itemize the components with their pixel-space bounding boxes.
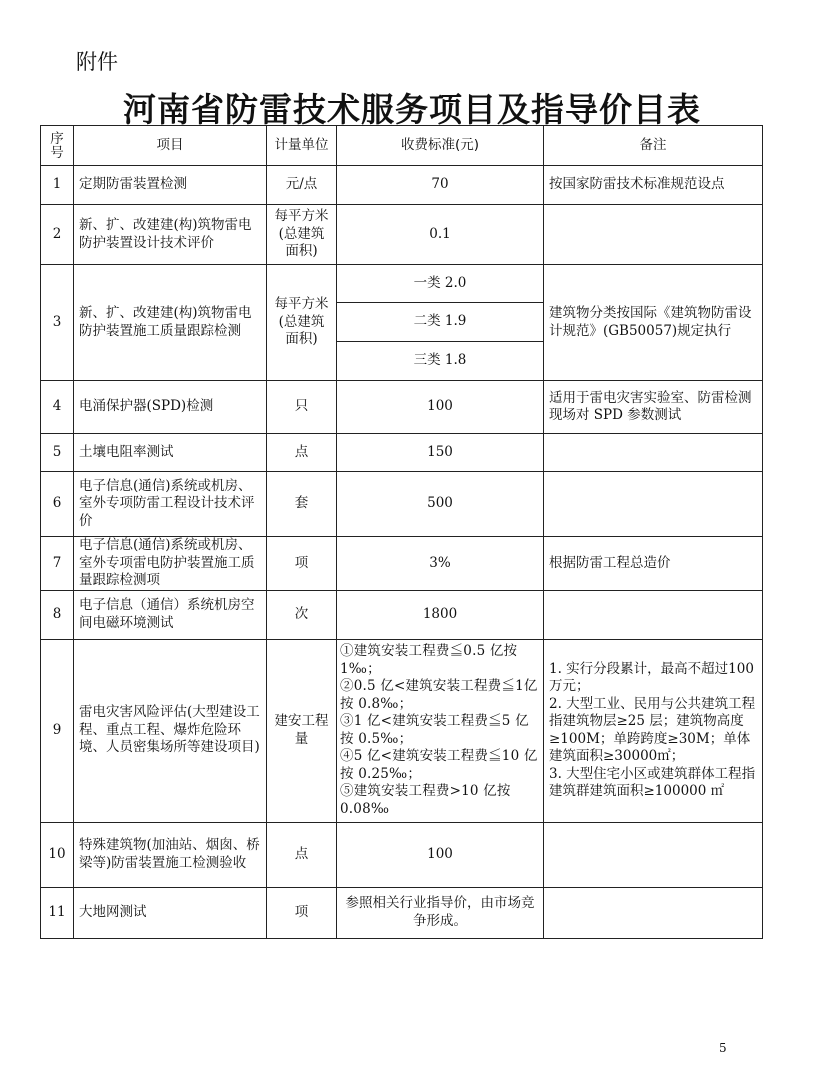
row-fee: 100 xyxy=(337,381,544,434)
table-row xyxy=(41,265,763,303)
header-note: 备注 xyxy=(544,126,763,166)
table-row xyxy=(41,590,763,639)
row-seq: 11 xyxy=(41,887,74,938)
row-fee: 3% xyxy=(337,537,544,591)
attachment-label: 附件 xyxy=(76,50,118,74)
fee-bracket-4: ④5 亿<建筑安装工程费≦10 亿按 0.25‰； xyxy=(340,748,538,782)
row-fee: 70 xyxy=(337,166,544,205)
row-item: 定期防雷装置检测 xyxy=(74,166,267,205)
row-note xyxy=(544,590,763,639)
row-seq: 6 xyxy=(41,472,74,537)
row-item: 电子信息(通信)系统或机房、室外专项雷电防护装置施工质量跟踪检测项 xyxy=(74,537,267,591)
row-seq: 1 xyxy=(41,166,74,205)
fee-bracket-3: ③1 亿<建筑安装工程费≦5 亿按 0.5‰； xyxy=(340,713,529,747)
note-line-3: 3. 大型住宅小区或建筑群体工程指建筑群建筑面积≥100000 ㎡ xyxy=(549,765,756,799)
row-item: 土壤电阻率测试 xyxy=(74,434,267,472)
row-item: 新、扩、改建建(构)筑物雷电防护装置设计技术评价 xyxy=(74,205,267,265)
table-row xyxy=(41,822,763,887)
note-line-2: 2. 大型工业、民用与公共建筑工程指建筑物层≥25 层；建筑物高度≥100M；单跨跨度≥30M；单体建筑面积≥30000㎡； xyxy=(549,695,756,764)
price-table xyxy=(40,125,763,939)
row-item: 电涌保护器(SPD)检测 xyxy=(74,381,267,434)
row-fee: 100 xyxy=(337,822,544,887)
row-unit: 元/点 xyxy=(267,166,337,205)
row-fee: 0.1 xyxy=(337,205,544,265)
row-unit: 点 xyxy=(267,822,337,887)
row-unit: 项 xyxy=(267,887,337,938)
row-fee: 500 xyxy=(337,472,544,537)
table-row xyxy=(41,887,763,938)
table-header-row xyxy=(41,126,763,166)
row-note xyxy=(544,434,763,472)
row-unit: 点 xyxy=(267,434,337,472)
row-item: 电子信息(通信)系统或机房、室外专项防雷工程设计技术评价 xyxy=(74,472,267,537)
table-row xyxy=(41,381,763,434)
fee-tier-1: 一类 2.0 xyxy=(337,265,544,303)
row-item: 大地网测试 xyxy=(74,887,267,938)
table-row xyxy=(41,639,763,822)
table-row xyxy=(41,434,763,472)
header-unit: 计量单位 xyxy=(267,126,337,166)
row-seq: 10 xyxy=(41,822,74,887)
row-fee: 参照相关行业指导价，由市场竞争形成。 xyxy=(337,887,544,938)
fee-bracket-1: ①建筑安装工程费≦0.5 亿按1‰； xyxy=(340,643,518,677)
row-note xyxy=(544,887,763,938)
row-seq: 9 xyxy=(41,639,74,822)
row-note: 根据防雷工程总造价 xyxy=(544,537,763,591)
note-line-1: 1. 实行分段累计，最高不超过100 万元； xyxy=(549,660,754,694)
page-number: 5 xyxy=(719,1041,727,1055)
row-note: 按国家防雷技术标准规范设点 xyxy=(544,166,763,205)
header-fee: 收费标准(元) xyxy=(337,126,544,166)
row-fee-tiered xyxy=(337,639,544,822)
header-item: 项目 xyxy=(74,126,267,166)
row-unit: 每平方米(总建筑面积) xyxy=(267,205,337,265)
row-note: 适用于雷电灾害实验室、防雷检测现场对 SPD 参数测试 xyxy=(544,381,763,434)
row-item: 电子信息（通信）系统机房空间电磁环境测试 xyxy=(74,590,267,639)
row-fee: 1800 xyxy=(337,590,544,639)
row-unit: 每平方米(总建筑面积) xyxy=(267,265,337,381)
table-row xyxy=(41,537,763,591)
row-fee: 150 xyxy=(337,434,544,472)
row-unit: 套 xyxy=(267,472,337,537)
row-seq: 5 xyxy=(41,434,74,472)
row-seq: 2 xyxy=(41,205,74,265)
row-seq: 7 xyxy=(41,537,74,591)
table-row xyxy=(41,472,763,537)
row-seq: 8 xyxy=(41,590,74,639)
row-unit: 次 xyxy=(267,590,337,639)
row-note xyxy=(544,639,763,822)
header-seq: 序号 xyxy=(41,126,74,166)
table-row xyxy=(41,205,763,265)
row-note: 建筑物分类按国际《建筑物防雷设计规范》(GB50057)规定执行 xyxy=(544,265,763,381)
row-seq: 4 xyxy=(41,381,74,434)
row-unit: 建安工程量 xyxy=(267,639,337,822)
fee-tier-2: 二类 1.9 xyxy=(337,303,544,342)
fee-bracket-5: ⑤建筑安装工程费>10 亿按0.08‰ xyxy=(340,783,511,817)
table-row xyxy=(41,166,763,205)
row-item: 特殊建筑物(加油站、烟囱、桥梁等)防雷装置施工检测验收 xyxy=(74,822,267,887)
document-title: 河南省防雷技术服务项目及指导价目表 xyxy=(123,90,701,129)
row-item: 雷电灾害风险评估(大型建设工程、重点工程、爆炸危险环境、人员密集场所等建设项目) xyxy=(74,639,267,822)
fee-bracket-2: ②0.5 亿<建筑安装工程费≦1亿按 0.8‰； xyxy=(340,678,538,712)
row-unit: 只 xyxy=(267,381,337,434)
row-note xyxy=(544,472,763,537)
row-note xyxy=(544,205,763,265)
fee-tier-3: 三类 1.8 xyxy=(337,342,544,381)
row-seq: 3 xyxy=(41,265,74,381)
row-note xyxy=(544,822,763,887)
row-item: 新、扩、改建建(构)筑物雷电防护装置施工质量跟踪检测 xyxy=(74,265,267,381)
row-unit: 项 xyxy=(267,537,337,591)
